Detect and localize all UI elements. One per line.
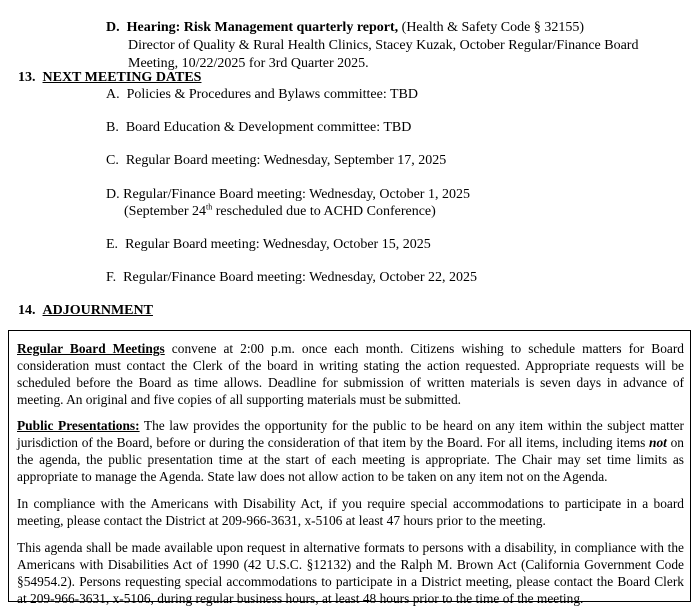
note-text: (September 24 [124,204,207,219]
meeting-item-e [106,236,431,254]
meeting-item-d [106,186,470,204]
section-14-heading: ADJOURNMENT [42,303,153,318]
meeting-item-c [106,152,446,170]
meeting-item-text: Board Education & Development committee: TBD [125,120,412,135]
ada-paragraph: In compliance with the Americans with Disability Act, if you require special accommodations to participate in a board meeting, please contact the District at 209-966-3631, x-5106 at least 47 hours prior to the meeting. [17,496,684,528]
regular-meetings-paragraph [17,340,684,408]
section-13-number: 13. [18,70,36,85]
meeting-item-text: Regular/Finance Board meeting: Wednesday, October 1, 2025 [123,187,470,202]
section-14-heading-row [18,302,153,320]
meeting-item-a [106,86,418,104]
meeting-item-letter: A. [106,87,120,102]
meeting-item-text: Regular/Finance Board meeting: Wednesday, October 22, 2025 [123,270,478,285]
item-d-line2: Director of Quality & Rural Health Clinics, Stacey Kuzak, October Regular/Finance Board [128,38,639,53]
meeting-notice-box [8,330,691,606]
item-d-letter: D. [106,20,120,35]
meeting-item-text: Regular Board meeting: Wednesday, September 17, 2025 [125,153,447,168]
meeting-item-d-note [124,203,436,221]
public-presentations-paragraph [17,417,684,485]
note-text-rest: rescheduled due to ACHD Conference) [212,204,436,219]
meeting-item-letter: B. [106,120,119,135]
public-presentations-lead: Public Presentations: [17,418,140,433]
item-d-line1 [106,19,584,37]
regular-meetings-lead: Regular Board Meetings [17,341,165,356]
meeting-item-f [106,269,477,287]
meeting-item-letter: E. [106,237,119,252]
item-d-title: Hearing: Risk Management quarterly report, [126,20,399,35]
meeting-item-letter: F. [106,270,117,285]
item-d-code: (Health & Safety Code § 32155) [398,20,585,35]
note-ordinal: th [206,202,213,212]
alternative-formats-paragraph: This agenda shall be made available upon request in alternative formats to persons with a disability, in compliance with the Americans with Disabilities Act of 1990 (42 U.S.C. §12132) and the Ralph M. Brown Act (California Government Code §54954.2). Persons requesting special accommodations to participate in a District meeting, please contact the Board Clerk at 209-966-3631, x-5106, during regular business hours, at least 48 hours prior to the time of the meeting. [17,540,684,606]
public-presentations-body-a: The law provides the opportunity for the public to be heard on any item within the subject matter jurisdiction of the Board, before or during the consideration of that item by the Board. For all items, including items [17,418,684,450]
section-13-heading-row [18,69,201,87]
meeting-item-b [106,119,411,137]
section-13-heading: NEXT MEETING DATES [42,70,202,85]
meeting-item-text: Policies & Procedures and Bylaws committee: TBD [126,87,418,102]
section-14-number: 14. [18,303,36,318]
meeting-item-letter: D. [106,187,120,202]
regular-meetings-body: convene at 2:00 p.m. once each month. Citizens wishing to schedule matters for Board consideration must contact the Clerk of the board in writing stating the action requested. Appropriate requests will be scheduled before the Board as time allows. Deadline for submission of written materials is seven days in advance of meeting. An original and five copies of all supporting materials must be submitted. [17,341,685,407]
item-d-line3: Meeting, 10/22/2025 for 3rd Quarter 2025. [128,56,369,71]
meeting-item-letter: C. [106,153,119,168]
emphasis-not: not [649,435,667,450]
public-presentations-body-b: on the agenda, the public presentation time at the start of each meeting is appropriate. The Chair may set time limits as appropriate to manage the Agenda. State law does not allow action to be taken on any item not on the Agenda. [17,435,684,484]
meeting-item-text: Regular Board meeting: Wednesday, October 15, 2025 [125,237,431,252]
